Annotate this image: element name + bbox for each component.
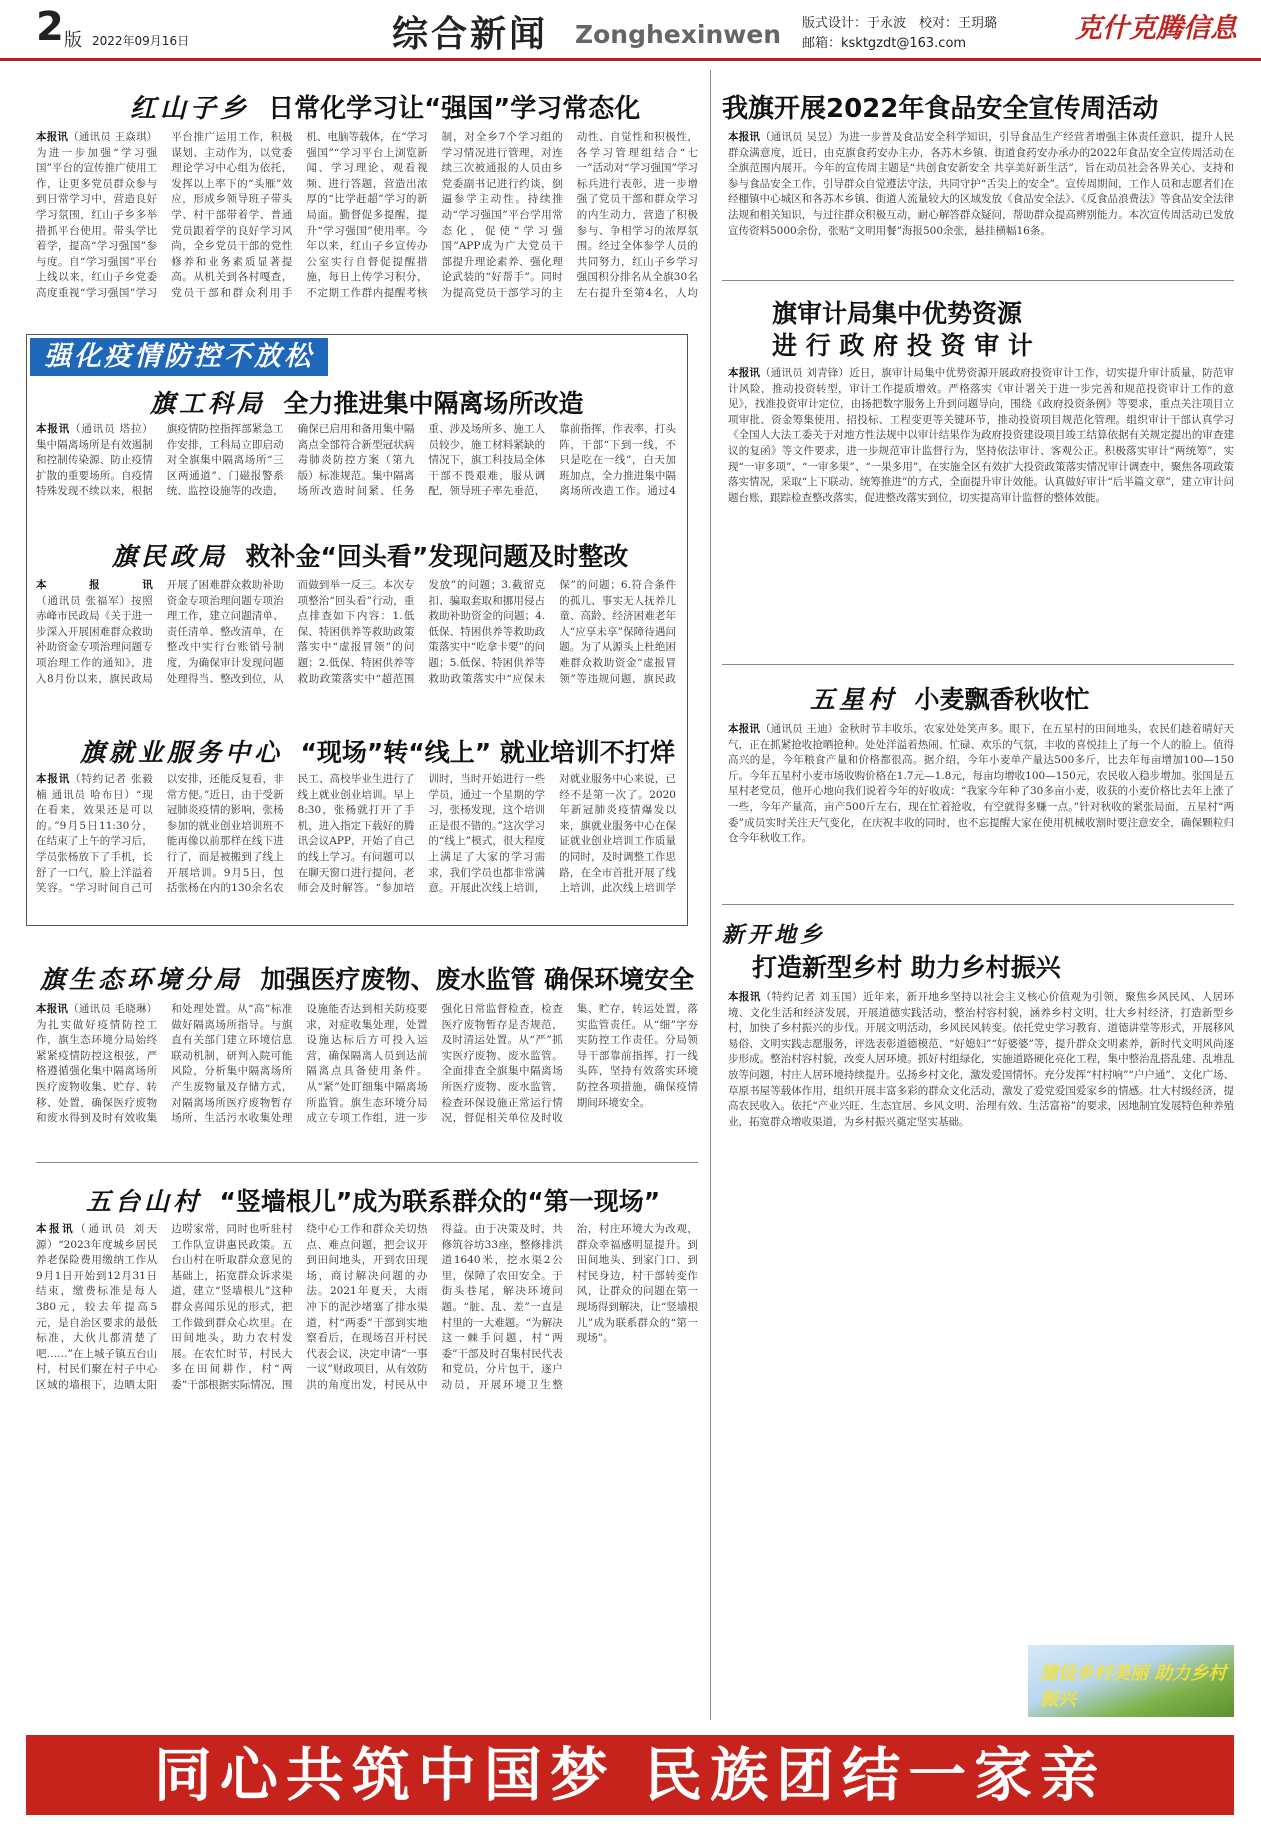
article-1-text: 为进一步加强“学习强国”平台的宣传推广使用工作，让更多党员群众参与到日常学习中，营造良好学习氛围，红山子乡多举措抓平台使用。带头学比着学，提高“学习强国”参与度。自“学习强国”平台上线以来，红山子乡党委高度重视“学习强国”学习平台推广运用工作，积极谋划、主动作为，以党委理论学习中心组为依托，发挥以上率下的“头雁”效应，形成乡领导班子带头学、村干部带着学、普通党员跟着学的良好学习风尚，全乡党员干部的党性修养和业务素质显著提高。从机关到各村嘎查，党员干部和群众利用手机、电脑等载体，在“学习强国”“学习平台上浏览新闻、学习理论、观看视频、进行答题，营造出浓厚的“比学赶超”学习的新局面。勤督促多提醒，提升“学习强国”使用率。今年以来，红山子乡宣传办公室实行自督促提醒措施，每日上传学习积分，不定期工作群内提醒考核制，对全乡7个学习组的学习情况进行管理，对连续三次被通报的人员由乡党委副书记进行约谈，倒逼参学主动性。持续推动“学习强国”平台学用常态化，促使“学习强国”APP成为广大党员干部提升理论素养、强化理论武装的“好帮手”。同时为提高党员干部学习的主动性、自觉性和积极性，各学习管理组结合“七一”活动对“学习强国”学习标兵进行表彰，进一步增强了党员干部和群众学习的内生动力，营造了积极参与、争相学习的浓厚氛围。经过全体参学人员的共同努力，红山子乡学习强国积分排名从全旗30名左右提升至第4名，人均: [36, 131, 698, 299]
article-2-text: 集中隔离场所是有效遏制和控制传染源、防止疫情扩散的重要场所。自疫情特殊发现不续以来，根据旗疫情防控指挥部紧急工作安排，工科局立即启动对全旗集中隔离场所“三区两通道”、门磁报警系统、监控设施等的改造，确保已启用和备用集中隔离点全部符合新型冠状病毒肺炎防控方案（第九版）标准规范。集中隔离场所改造时间紧、任务重、涉及场所多、施工人员较少，施工材料紧缺的情况下，旗工科技局全体干部不畏艰难，服从调配，领导班子率先垂范，靠前指挥，作表率，打头阵，干部“下到一线，不只是吃在一线”，白天加班加点，全力推进集中隔离场所改造工作。通过4: [36, 423, 676, 498]
article-6-text: “2023年度城乡居民养老保险费用缴纳工作从9月1日开始到12月31日结束，缴费标准是每人380元，较去年提高5元，是自治区要求的最低标准，大伙儿都清楚了吧……”在上城子镇五台山村，村民们聚在村子中心区域的墙根下，边晒太阳边唠家常，同时也听驻村工作队宣讲惠民政策。五台山村在听取群众意见的基础上，拓宽群众诉求渠道，建立“竖墙根儿”这种群众喜闻乐见的形式，把工作做到群众心坎里。在田间地头，助力农村发展。在农忙时节，村民大多在田间耕作，村“两委”干部根据实际情况，围绕中心工作和群众关切热点、难点问题，把会议开到田间地头，开到农田现场，商讨解决问题的办法。2021年夏天，大雨冲下的泥沙堵塞了排水渠道，村“两委”干部到实地察看后，在现场召开村民代表会议，决定申请“一事一议”财政项目，从有效防洪的角度出发，村民从中得益。由于决策及时，共修筑谷坊33座，整修排洪道1640米，挖水渠2公里，保障了农田安全。于街头巷尾，解决环境问题。“脏、乱、差”一直是村里的一大难题。“为解决这一棘手问题，村“两委”干部及时召集村民代表和党员，分片包干，逐户动员，开展环境卫生整治，村庄环境大为改观，群众幸福感明显提升。到田间地头、到家门口、到村民身边，村干部转变作风，让群众的问题在第一现场得到解决，让“竖墙根儿”成为联系群众的“第一现场”。: [36, 1223, 698, 1391]
right-article-2-headline-1: 旗审计局集中优势资源: [772, 299, 1023, 328]
right-article-3-lead: 本报讯: [728, 723, 761, 735]
designer-line: 版式设计：于永波 校对：王玥璐: [802, 16, 998, 31]
column-divider: [710, 70, 711, 1720]
right-article-3-text: 金秋时节丰收乐，农家处处笑声多。眼下，在五星村的田间地头，农民们趁着晴好天气，正在抓紧抢收抢晒抢种。处处洋溢着热闹、忙碌、欢乐的气氛，丰收的喜悦挂上了每一个人的脸上。值得高兴的是，今年粮食产量和价格都很高。据介绍，今年小麦单产量达500多斤，比去年每亩增加100—150斤。今年五星村小麦市场收购价格在1.7元—1.8元，每亩均增收100—150元，农民收入稳步增加。张国是五星村老党员，他开心地向我们说着今年的好收成：“我家今年种了30多亩小麦，收获的小麦价格比去年上涨了一些，今年产量高，亩产500斤左右，现在忙着抢收，有空就得多赚一点。”针对秋收的紧张局面，五星村“两委”成员实时关注天气变化，在庆祝丰收的同时，也不忘提醒大家在使用机械收割时要注意安全，确保颗粒归仓今年秋收工作。: [728, 723, 1234, 845]
email-line: 邮箱：ksktgzdt@163.com: [802, 36, 967, 51]
article-1-title: 日常化学习让“强国”学习常态化: [268, 94, 641, 124]
right-rule-1: [722, 280, 1234, 281]
right-article-4-text: 近年来，新开地乡坚持以社会主义核心价值观为引领，聚焦乡风民风、人居环境、文化生活和经济发展，开展道德实践活动，整治村容村貌，涵养乡村文明，壮大乡村经济，打造新型乡村，加快了乡村振兴的步伐。开展文明活动，乡风民风转变。依托党史学习教育、道德讲堂等形式，开展移风易俗、文明实践志愿服务，评选表彰道德模范、“好媳妇”“好婆婆”等，提升群众文明素养，新时代文明风尚逐步形成。整治村容村貌，改变人居环境。抓好村组绿化，实施道路硬化亮化工程，集中整治乱搭乱建、乱堆乱放等问题，村庄人居环境持续提升。弘扬乡村文化，激发爱国情怀。充分发挥“村村响”“户户通”、文化广场、草原书屋等载体作用，组织开展丰富多彩的群众文化活动，激发了爱党爱国爱家乡的情感。壮大村级经济，提高农民收入。依托“产业兴旺、生态宜居、乡风文明、治理有效、生活富裕”的要求，因地制宜发展特色种养殖业，拓宽群众增收渠道，为乡村振兴奠定坚实基础。: [728, 991, 1234, 1128]
article-3-kicker: 旗民政局: [112, 542, 229, 571]
article-1-lead: 本报讯: [36, 131, 69, 143]
article-5-lead: 本报讯: [36, 1003, 69, 1015]
right-article-4-byline: （特约记者 刘玉国）: [760, 991, 863, 1003]
right-article-1-body: [728, 130, 1234, 270]
article-3-text: 按照赤峰市民政局《关于进一步深入开展困难群众救助补助资金专项治理问题专项治理工作的通知》，进入8月份以来，旗民政局开展了困难群众救助补助资金专项治理问题专项治理工作，建立问题清单、责任清单、整改清单，在整改中实行台账销号制度，为确保审计发现问题处理得当、整改到位，从而做到举一反三。本次专项整治“回头看”行动，重点排查如下内容：1.低保、特困供养等救助政策落实中“虚报冒领”的问题；2.低保、特困供养等救助政策落实中“超范围发放”的问题；3.截留克扣、骗取套取和挪用侵占救助补助资金的问题；4.低保、特困供养等救助政策落实中“吃拿卡要”的问题；5.低保、特困供养等救助政策落实中“应保未保”的问题；6.符合条件的孤儿、事实无人抚养儿童、高龄、经济困难老年人“应享未享”保障待遇问题。为了从源头上杜绝困难群众救助资金“虚报冒领”等违规问题，旗民政: [36, 579, 676, 685]
article-6-body: [36, 1222, 698, 1722]
article-4-headline: [80, 733, 675, 769]
article-5-headline: [40, 960, 694, 996]
article-4-body: [36, 772, 676, 912]
right-article-1-headline: 我旗开展2022年食品安全宣传周活动: [722, 94, 1159, 124]
article-2-byline: （通讯员 塔拉）: [70, 423, 153, 435]
right-article-1-lead: 本报讯: [728, 131, 761, 143]
right-article-4-headline: 打造新型乡村 助力乡村振兴: [752, 953, 1061, 982]
epidemic-section-banner: 强化疫情防控不放松: [30, 338, 328, 376]
right-article-1-byline: （通讯员 吴昱）: [760, 131, 839, 143]
right-article-2-text: 近日，旗审计局集中优势资源开展政府投资审计工作，切实提升审计质量，防范审计风险，推动投资转型，审计工作提质增效。严格落实《审计署关于进一步完善和规范投资审计工作的意见》，找准投资审计定位，由扬把数字服务上升到问题导向，围绕《政府投资条例》等要求，重点关注项目立项审批、资金筹集使用、招投标、工程变更等关键环节，推动投资项目规范化管理。组织审计干部认真学习《全国人大法工委关于对地方性法规中以审计结果作为政府投资建设项目竣工结算依据有关规定提出的审查建议的复函》等文件要求，进一步规范审计监督行为，坚持依法审计、客观公正。积极落实审计“两统筹”，实现“一审多项”、“一审多果”、“一果多用”，在实施全区有效扩大投资政策落实情况审计调查中，聚焦各项政策落实情况，采取“上下联动、统筹推进”的方式，全面提升审计效能。认真做好审计“后半篇文章”，建立审计问题台账，跟踪检查整改落实，促进整改落实到位，切实提高审计监督的整体效能。: [728, 367, 1234, 504]
article-5-text: 为扎实做好疫情防控工作，旗生态环境分局始终紧紧疫情防控这根弦，严格遵循强化集中隔离场所医疗废物收集、贮存、转移、处置，确保医疗废物和废水得到及时有效收集和处理处置。从“高”标准做好隔离场所指导。与旗直有关部门建立环境信息联动机制，研判入院可能风险，分析集中隔离场所产生废物量及存储方式，对隔离场所医疗废物暂存场所、生活污水收集处理设施能否达到相关防疫要求，对症收集处理，处置设施达标后方可投入运营，确保隔离人员到达前隔离点具备使用条件。从“紧”处盯细集中隔离场所监管。旗生态环境分局成立专项工作组，进一步强化日常监督检查，检查医疗废物暂存是否规范，及时清运处置。从“严”抓实医疗废物、废水监管。全面排查全旗集中隔离场所医疗废物、废水监管，检查环保设施正常运行情况，督促相关单位及时收集、贮存，转运处置，落实监管责任。从“细”字夯实防控工作责任。分局领导干部靠前指挥，打一线头阵，坚持有效落实环境防控各项措施，确保疫情期间环境安全。: [36, 1003, 698, 1125]
article-1-kicker: 红山子乡: [130, 94, 251, 124]
article-6-kicker: 五台山村: [86, 1187, 203, 1216]
article-2-title: 全力推进集中隔离场所改造: [283, 389, 584, 418]
article-4-title: “现场”转“线上” 就业培训不打烊: [300, 738, 675, 767]
right-article-2-headline-2: 进 行 政 府 投 资 审 计: [772, 331, 1033, 360]
article-5-title: 加强医疗废物、废水监管 确保环境安全: [260, 965, 695, 994]
article-5-byline: （通讯员 毛晓琳）: [68, 1003, 158, 1015]
article-2-headline: [150, 384, 583, 420]
article-5-kicker: 旗生态环境分局: [40, 965, 244, 994]
section-title: 综合新闻: [392, 13, 549, 55]
right-article-2-lead: 本报讯: [728, 367, 761, 379]
page-suffix: 版: [64, 30, 82, 51]
article-5-bottom-rule: [36, 1162, 698, 1163]
right-article-3-byline: （通讯员 王迪）: [760, 723, 839, 735]
page-number: 2: [36, 4, 64, 50]
article-4-byline: （特约记者 张毅楠 通讯员 哈布日）: [36, 773, 153, 801]
article-1-byline: （通讯员 王焱琪）: [68, 131, 158, 143]
article-3-byline: （通讯员 张福军）: [36, 594, 131, 607]
article-4-kicker: 旗就业服务中心: [80, 738, 284, 767]
article-2-kicker: 旗工科局: [150, 389, 267, 418]
article-2-lead: 本报讯: [36, 423, 71, 435]
right-article-1-text: 为进一步普及食品安全科学知识，引导食品生产经营者增强主体责任意识，提升人民群众满意度，近日，由克旗食药安办主办，各苏木乡镇、街道食药安办承办的2022年食品安全宣传周活动在全旗范围内展开。今年的宣传周主题是“共创食安新安全 共享美好新生活”，旨在动员社会各界关心、支持和参与食品安全工作，引导群众自觉遵法守法，共同守护“舌尖上的安全”。宣传周期间，工作人员和志愿者们在经棚镇中心城区和各苏木乡镇、街道人流量较大的区域发放《食品安全法》、《反食品浪费法》等食品安全法律法规和相关知识，与过往群众积极互动，耐心解答群众疑问，帮助群众提高辨别能力。本次宣传周活动已发放宣传资料5000余份，张贴“文明用餐”海报500余张，悬挂横幅16条。: [728, 131, 1234, 237]
article-3-headline: [112, 537, 628, 573]
paper-logo: 克什克腾信息: [1075, 13, 1237, 44]
issue-date: 2022年09月16日: [92, 34, 190, 48]
article-6-title: “竖墙根儿”成为联系群众的“第一现场”: [219, 1187, 661, 1216]
rural-photo: [1028, 1645, 1234, 1717]
right-rule-2: [722, 664, 1234, 665]
article-6-byline: （通讯员 刘天源）: [36, 1223, 158, 1251]
article-6-headline: [86, 1182, 660, 1218]
section-pinyin: Zonghexinwen: [575, 20, 782, 49]
right-article-3-headline: [810, 680, 1089, 716]
right-article-4-kicker: 新开地乡: [722, 922, 827, 948]
right-article-4-lead: 本报讯: [728, 991, 761, 1003]
article-6-lead: 本报讯: [36, 1223, 76, 1235]
article-3-body: [36, 578, 676, 698]
article-3-title: 救补金“回头看”发现问题及时整改: [245, 542, 629, 571]
right-article-3-title: 小麦飘香秋收忙: [914, 685, 1090, 714]
article-2-body: [36, 422, 676, 508]
right-article-2-byline: （通讯员 刘青锋）: [760, 367, 850, 379]
right-article-3-body: [728, 722, 1234, 897]
rural-photo-caption: 建设乡村美丽 助力乡村振兴: [1040, 1663, 1227, 1710]
right-article-4-body: [728, 990, 1234, 1690]
article-3-lead: 本报讯: [36, 579, 153, 591]
article-4-text: “现在看来，效果还是可以的。”9月5日11:30分，在结束了上午的学习后，学员张杨放下了手机，长舒了一口气，脸上洋溢着笑容。“学习时间自己可以安排，还能反复看，非常方便。”近日，由于受新冠肺炎疫情的影响，张杨参加的就业创业培训班不能再像以前那样在线下进行了，而是被搬到了线上开展培训。9月5日，包括张杨在内的130余名农民工、高校毕业生进行了线上就业创业培训。早上8:30，张杨就打开了手机，进入指定下载好的腾讯会议APP，开始了自己的线上学习。有问题可以在聊天窗口进行提问，老师会及时解答。“参加培训时，当时开始进行一些学员，通过一个星期的学习，张杨发现，这个培训正是很不错的。”这次学习的“线上”模式，很大程度上满足了大家的学习需求，我们学员也都非常满意。开展此次线上培训，对就业服务中心来说，已经不是第一次了。2020年新冠肺炎疫情爆发以来，旗就业服务中心在保证就业创业培训工作质量的同时，及时调整工作思路，在全市首批开展了线上培训，此次线上培训学: [36, 773, 676, 895]
right-article-3-kicker: 五星村: [810, 685, 898, 714]
article-5-body: [36, 1002, 698, 1154]
right-article-2-body: [728, 366, 1234, 656]
article-1-headline: [130, 88, 640, 125]
right-rule-3: [722, 904, 1234, 905]
article-1-body: [36, 130, 698, 315]
editor-credits: [802, 14, 997, 54]
article-4-lead: 本报讯: [36, 773, 71, 785]
footer-slogan: 同心共筑中国梦 民族团结一家亲: [26, 1735, 1234, 1815]
